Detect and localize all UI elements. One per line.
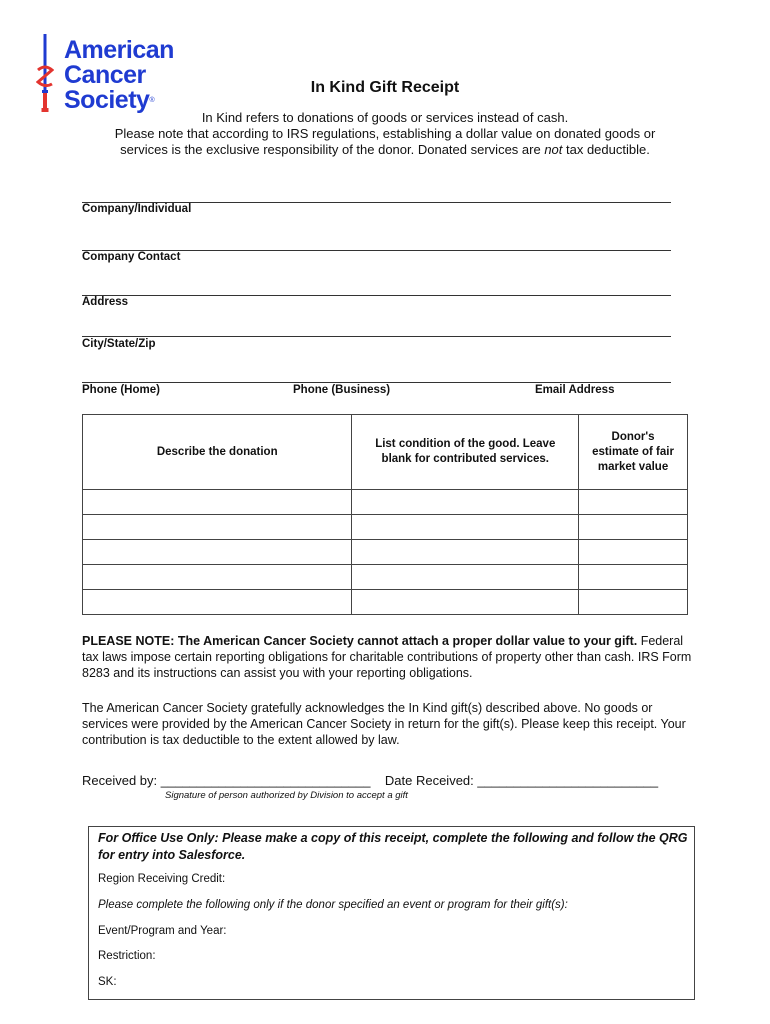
condition-cell[interactable]	[352, 515, 579, 540]
acknowledgement-paragraph: The American Cancer Society gratefully acknowledges the In Kind gift(s) described above. No goods or services were provided by the American Cancer Society in return for the gift(s). Please keep this receipt. Your contribution is tax deductible to the extent allowed by law.	[82, 701, 686, 747]
company-contact-label: Company Contact	[82, 251, 181, 263]
donation-cell[interactable]	[83, 540, 352, 565]
office-use-heading: For Office Use Only: Please make a copy of this receipt, complete the following and follow the QRG for entry into Salesforce.	[98, 831, 688, 862]
logo-line-1: American	[64, 36, 174, 64]
company-individual-label: Company/Individual	[82, 203, 192, 215]
intro-text	[60, 110, 710, 158]
donation-cell[interactable]	[83, 590, 352, 615]
city-state-zip-line[interactable]	[82, 336, 671, 337]
table-row	[83, 515, 688, 540]
registered-mark: ®	[149, 97, 155, 104]
table-row	[83, 490, 688, 515]
table-header-row	[83, 415, 688, 490]
address-line[interactable]	[82, 295, 671, 296]
value-cell[interactable]	[579, 565, 688, 590]
received-by-field[interactable]: Received by: _____________________________	[82, 773, 371, 788]
table-row	[83, 565, 688, 590]
donation-cell[interactable]	[83, 565, 352, 590]
intro-line-3: services is the exclusive responsibility of the donor. Donated services are not tax deductible.	[120, 142, 650, 157]
intro-line-2: Please note that according to IRS regulations, establishing a dollar value on donated goods or	[114, 126, 656, 141]
address-label: Address	[82, 296, 129, 308]
donation-table	[82, 414, 688, 615]
sword-icon	[36, 34, 54, 114]
phone-email-line[interactable]	[82, 382, 671, 383]
event-program-year: Event/Program and Year:	[98, 925, 227, 937]
please-note-paragraph	[82, 633, 692, 681]
logo-line-2: Cancer	[64, 61, 146, 89]
value-cell[interactable]	[579, 540, 688, 565]
value-cell[interactable]	[579, 590, 688, 615]
acs-logo	[64, 38, 174, 113]
table-row	[83, 540, 688, 565]
restriction-field: Restriction:	[98, 950, 156, 962]
received-row	[82, 773, 658, 788]
condition-cell[interactable]	[352, 565, 579, 590]
not-emphasis: not	[544, 142, 563, 157]
region-receiving-credit: Region Receiving Credit:	[98, 873, 226, 885]
phone-home-label: Phone (Home)	[82, 384, 160, 396]
condition-header: List condition of the good. Leave blank for contributed services.	[352, 415, 579, 490]
logo-line-3: Society	[64, 86, 150, 114]
value-cell[interactable]	[579, 515, 688, 540]
office-instruction: Please complete the following only if the donor specified an event or program for their gift(s):	[98, 899, 568, 911]
date-received-field[interactable]: Date Received: _________________________	[384, 773, 659, 788]
please-note-bold: PLEASE NOTE: The American Cancer Society cannot attach a proper dollar value to your gift.	[82, 634, 638, 648]
describe-donation-header: Describe the donation	[83, 415, 352, 490]
signature-note: Signature of person authorized by Division to accept a gift	[165, 790, 408, 801]
fair-market-value-header: Donor's estimate of fair market value	[579, 415, 688, 490]
donation-cell[interactable]	[83, 515, 352, 540]
page-title: In Kind Gift Receipt	[310, 79, 460, 96]
donation-cell[interactable]	[83, 490, 352, 515]
please-note-text: Federal tax laws impose certain reporting obligations for charitable contributions of property other than cash. IRS Form 8283 and its instructions can assist you with your reporting obligations.	[82, 634, 692, 680]
condition-cell[interactable]	[352, 490, 579, 515]
condition-cell[interactable]	[352, 590, 579, 615]
email-address-label: Email Address	[535, 384, 615, 396]
sk-field: SK:	[98, 976, 117, 988]
value-cell[interactable]	[579, 490, 688, 515]
city-state-zip-label: City/State/Zip	[82, 338, 156, 350]
intro-line-1: In Kind refers to donations of goods or services instead of cash.	[201, 110, 569, 125]
condition-cell[interactable]	[352, 540, 579, 565]
table-row	[83, 590, 688, 615]
phone-business-label: Phone (Business)	[293, 384, 391, 396]
